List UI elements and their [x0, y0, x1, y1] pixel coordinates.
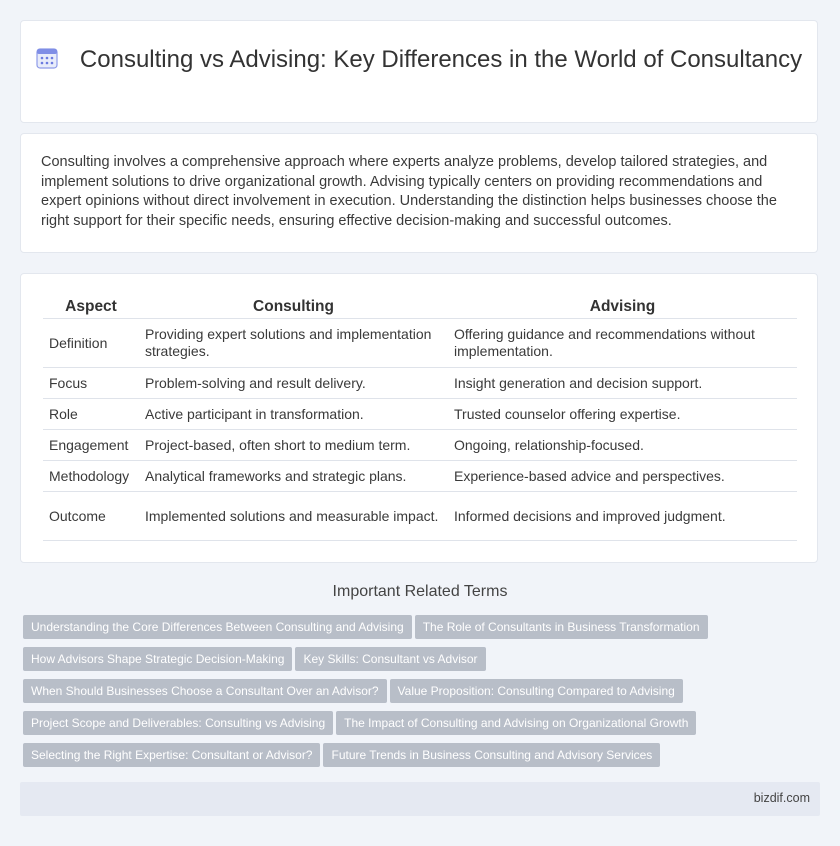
comparison-card [20, 273, 818, 563]
intro-paragraph: Consulting involves a comprehensive approach where experts analyze problems, develop tailored strategies, and implement solutions to drive organizational growth. Advising typically centers on providing recommendations and expert opinions without direct involvement in execution. Understanding the distinction helps businesses choose the right support for their specific needs, ensuring effective decision-making and successful outcomes. [41, 154, 777, 229]
title-card [20, 20, 818, 123]
related-term-link[interactable]: Understanding the Core Differences Between Consulting and Advising [23, 615, 412, 639]
table-row [43, 399, 797, 430]
page-title-text: Consulting vs Advising: Key Differences in the World of Consultancy [79, 46, 803, 73]
related-term-link[interactable]: Value Proposition: Consulting Compared to Advising [390, 679, 683, 703]
footer-site[interactable]: bizdif.com [753, 791, 810, 805]
intro-card [20, 133, 818, 253]
aspect-cell: Focus [43, 368, 139, 399]
table-row [43, 492, 797, 541]
consulting-cell: Implemented solutions and measurable impact. [139, 492, 448, 541]
header-advising: Advising [448, 296, 797, 319]
related-term-link[interactable]: How Advisors Shape Strategic Decision-Making [23, 647, 292, 671]
table-row [43, 461, 797, 492]
aspect-cell: Engagement [43, 430, 139, 461]
consulting-cell: Problem-solving and result delivery. [139, 368, 448, 399]
related-term-link[interactable]: Future Trends in Business Consulting and Advisory Services [323, 743, 660, 767]
consulting-cell: Analytical frameworks and strategic plans. [139, 461, 448, 492]
header-aspect: Aspect [43, 296, 139, 319]
header-consulting: Consulting [139, 296, 448, 319]
calendar-icon [36, 47, 58, 69]
advising-cell: Informed decisions and improved judgment. [448, 492, 797, 541]
advising-cell: Insight generation and decision support. [448, 368, 797, 399]
consulting-cell: Active participant in transformation. [139, 399, 448, 430]
aspect-cell: Outcome [43, 492, 139, 541]
consulting-cell: Providing expert solutions and implementation strategies. [139, 319, 448, 368]
advising-cell: Experience-based advice and perspectives. [448, 461, 797, 492]
table-header-row [43, 296, 797, 319]
advising-cell: Offering guidance and recommendations without implementation. [448, 319, 797, 368]
related-term-link[interactable]: Selecting the Right Expertise: Consultant or Advisor? [23, 743, 320, 767]
page-title [21, 45, 817, 74]
related-term-link[interactable]: Key Skills: Consultant vs Advisor [295, 647, 485, 671]
aspect-cell: Role [43, 399, 139, 430]
advising-cell: Ongoing, relationship-focused. [448, 430, 797, 461]
related-terms-list [23, 615, 819, 775]
table-row [43, 430, 797, 461]
footer [20, 782, 820, 816]
aspect-cell: Definition [43, 319, 139, 368]
consulting-cell: Project-based, often short to medium term. [139, 430, 448, 461]
comparison-table [43, 296, 797, 541]
related-terms-heading: Important Related Terms [332, 583, 508, 600]
related-term-link[interactable]: The Impact of Consulting and Advising on Organizational Growth [336, 711, 696, 735]
table-row [43, 319, 797, 368]
aspect-cell: Methodology [43, 461, 139, 492]
related-term-link[interactable]: Project Scope and Deliverables: Consulting vs Advising [23, 711, 333, 735]
table-row [43, 368, 797, 399]
advising-cell: Trusted counselor offering expertise. [448, 399, 797, 430]
related-term-link[interactable]: When Should Businesses Choose a Consultant Over an Advisor? [23, 679, 387, 703]
related-term-link[interactable]: The Role of Consultants in Business Transformation [415, 615, 708, 639]
